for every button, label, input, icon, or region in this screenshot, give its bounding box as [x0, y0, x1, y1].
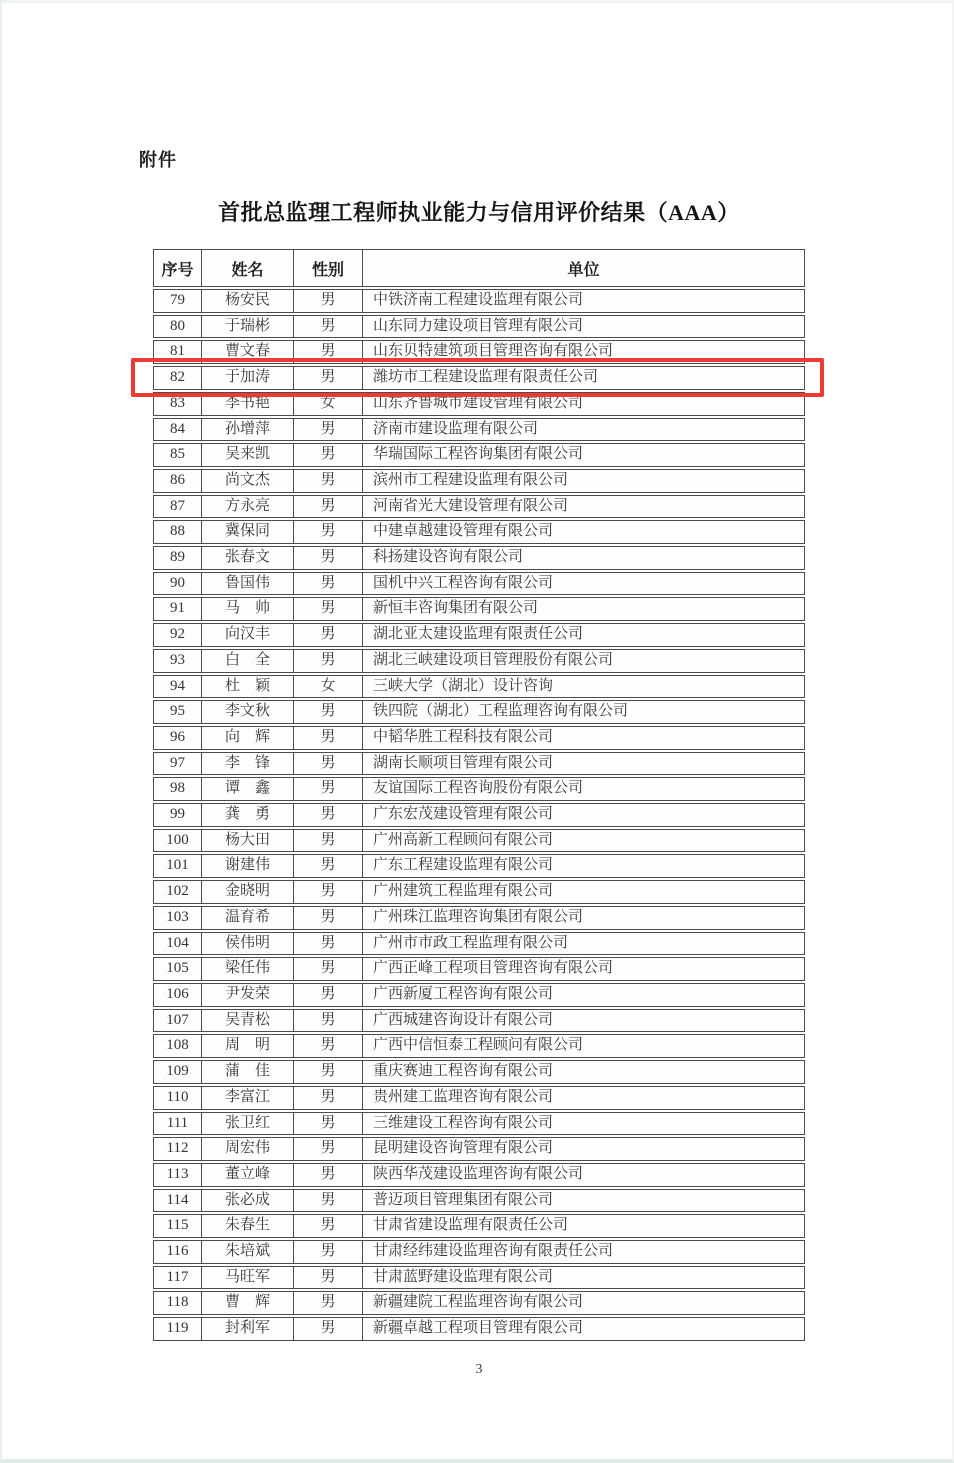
- name-cell: 杨大田: [202, 829, 294, 853]
- company-cell: 甘肃蓝野建设监理有限公司: [363, 1266, 805, 1290]
- company-cell: 湖南长顺项目管理有限公司: [363, 752, 805, 776]
- name-cell: 曹文春: [202, 340, 294, 364]
- serial-number-cell: 98: [153, 777, 202, 801]
- serial-number-cell: 112: [153, 1137, 202, 1161]
- serial-number-cell: 114: [153, 1189, 202, 1213]
- serial-number-cell: 115: [153, 1214, 202, 1238]
- gender-cell: 男: [294, 443, 363, 467]
- gender-cell: 男: [294, 1137, 363, 1161]
- name-cell: 张春文: [202, 546, 294, 570]
- name-cell: 向汉丰: [202, 623, 294, 647]
- header-serial-number: 序号: [153, 249, 202, 287]
- gender-cell: 男: [294, 546, 363, 570]
- gender-cell: 男: [294, 700, 363, 724]
- table-row: [153, 1189, 805, 1213]
- table-row: [153, 700, 805, 724]
- serial-number-cell: 96: [153, 726, 202, 750]
- gender-cell: 男: [294, 1009, 363, 1033]
- gender-cell: 男: [294, 957, 363, 981]
- company-cell: 中铁济南工程建设监理有限公司: [363, 289, 805, 313]
- serial-number-cell: 92: [153, 623, 202, 647]
- serial-number-cell: 101: [153, 854, 202, 878]
- name-cell: 朱培斌: [202, 1240, 294, 1264]
- company-cell: 广西中信恒泰工程顾问有限公司: [363, 1034, 805, 1058]
- company-cell: 湖北三峡建设项目管理股份有限公司: [363, 649, 805, 673]
- name-cell: 杨安民: [202, 289, 294, 313]
- company-cell: 广东宏茂建设管理有限公司: [363, 803, 805, 827]
- name-cell: 张卫红: [202, 1112, 294, 1136]
- header-gender: 性别: [294, 249, 363, 287]
- table-row: [153, 983, 805, 1007]
- table-row: [153, 1060, 805, 1084]
- name-cell: 谭 鑫: [202, 777, 294, 801]
- name-cell: 周 明: [202, 1034, 294, 1058]
- table-row: [153, 829, 805, 853]
- table-row: [153, 443, 805, 467]
- gender-cell: 男: [294, 469, 363, 493]
- company-cell: 甘肃经纬建设监理咨询有限责任公司: [363, 1240, 805, 1264]
- company-cell: 新疆建院工程监理咨询有限公司: [363, 1291, 805, 1315]
- company-cell: 广西新厦工程咨询有限公司: [363, 983, 805, 1007]
- name-cell: 杜 颖: [202, 675, 294, 699]
- gender-cell: 男: [294, 340, 363, 364]
- gender-cell: 男: [294, 366, 363, 390]
- table-row: [153, 1317, 805, 1341]
- table-row: [153, 546, 805, 570]
- serial-number-cell: 81: [153, 340, 202, 364]
- gender-cell: 男: [294, 1240, 363, 1264]
- company-cell: 铁四院（湖北）工程监理咨询有限公司: [363, 700, 805, 724]
- table-row: [153, 649, 805, 673]
- gender-cell: 男: [294, 777, 363, 801]
- gender-cell: 男: [294, 932, 363, 956]
- name-cell: 温育希: [202, 906, 294, 930]
- company-cell: 友谊国际工程咨询股份有限公司: [363, 777, 805, 801]
- name-cell: 马旺军: [202, 1266, 294, 1290]
- table-row: [153, 957, 805, 981]
- table-row: [153, 1112, 805, 1136]
- table-row: [153, 495, 805, 519]
- name-cell: 李富江: [202, 1086, 294, 1110]
- gender-cell: 女: [294, 392, 363, 416]
- serial-number-cell: 87: [153, 495, 202, 519]
- gender-cell: 男: [294, 418, 363, 442]
- name-cell: 尚文杰: [202, 469, 294, 493]
- serial-number-cell: 103: [153, 906, 202, 930]
- table-row: [153, 726, 805, 750]
- gender-cell: 男: [294, 1163, 363, 1187]
- company-cell: 科扬建设咨询有限公司: [363, 546, 805, 570]
- table-row: [153, 906, 805, 930]
- gender-cell: 男: [294, 1060, 363, 1084]
- company-cell: 甘肃省建设监理有限责任公司: [363, 1214, 805, 1238]
- name-cell: 马 帅: [202, 597, 294, 621]
- name-cell: 李 锋: [202, 752, 294, 776]
- table-row: [153, 1137, 805, 1161]
- gender-cell: 男: [294, 1112, 363, 1136]
- name-cell: 于瑞彬: [202, 315, 294, 339]
- company-cell: 中韬华胜工程科技有限公司: [363, 726, 805, 750]
- serial-number-cell: 110: [153, 1086, 202, 1110]
- gender-cell: 男: [294, 726, 363, 750]
- company-cell: 国机中兴工程咨询有限公司: [363, 572, 805, 596]
- table-row: [153, 469, 805, 493]
- company-cell: 新疆卓越工程项目管理有限公司: [363, 1317, 805, 1341]
- serial-number-cell: 107: [153, 1009, 202, 1033]
- name-cell: 鲁国伟: [202, 572, 294, 596]
- table-row: [153, 752, 805, 776]
- serial-number-cell: 93: [153, 649, 202, 673]
- table-row: [153, 418, 805, 442]
- gender-cell: 男: [294, 1291, 363, 1315]
- name-cell: 李文秋: [202, 700, 294, 724]
- name-cell: 向 辉: [202, 726, 294, 750]
- company-cell: 新恒丰咨询集团有限公司: [363, 597, 805, 621]
- table-header-row: [153, 249, 805, 287]
- table-row: [153, 777, 805, 801]
- company-cell: 广东工程建设监理有限公司: [363, 854, 805, 878]
- gender-cell: 男: [294, 597, 363, 621]
- serial-number-cell: 99: [153, 803, 202, 827]
- document-title: 首批总监理工程师执业能力与信用评价结果（AAA）: [218, 200, 740, 225]
- serial-number-cell: 117: [153, 1266, 202, 1290]
- table-row: [153, 1266, 805, 1290]
- table-row: [153, 932, 805, 956]
- gender-cell: 男: [294, 1317, 363, 1341]
- table-row: [153, 1163, 805, 1187]
- page-number: 3: [475, 1362, 483, 1377]
- name-cell: 李书艳: [202, 392, 294, 416]
- attachment-label: 附件: [139, 150, 177, 170]
- company-cell: 湖北亚太建设监理有限责任公司: [363, 623, 805, 647]
- company-cell: 三维建设工程咨询有限公司: [363, 1112, 805, 1136]
- table-row: [153, 675, 805, 699]
- serial-number-cell: 84: [153, 418, 202, 442]
- name-cell: 孙增萍: [202, 418, 294, 442]
- serial-number-cell: 86: [153, 469, 202, 493]
- table-row: [153, 1291, 805, 1315]
- name-cell: 蒲 佳: [202, 1060, 294, 1084]
- gender-cell: 女: [294, 675, 363, 699]
- gender-cell: 男: [294, 906, 363, 930]
- company-cell: 中建卓越建设管理有限公司: [363, 520, 805, 544]
- serial-number-cell: 118: [153, 1291, 202, 1315]
- name-cell: 尹发荣: [202, 983, 294, 1007]
- company-cell: 三峡大学（湖北）设计咨询: [363, 675, 805, 699]
- gender-cell: 男: [294, 649, 363, 673]
- company-cell: 广州市市政工程监理有限公司: [363, 932, 805, 956]
- table-row: [153, 623, 805, 647]
- serial-number-cell: 95: [153, 700, 202, 724]
- serial-number-cell: 85: [153, 443, 202, 467]
- gender-cell: 男: [294, 315, 363, 339]
- company-cell: 滨州市工程建设监理有限公司: [363, 469, 805, 493]
- company-cell: 广西正峰工程项目管理咨询有限公司: [363, 957, 805, 981]
- table-row: [153, 854, 805, 878]
- name-cell: 龚 勇: [202, 803, 294, 827]
- serial-number-cell: 89: [153, 546, 202, 570]
- gender-cell: 男: [294, 1189, 363, 1213]
- name-cell: 白 全: [202, 649, 294, 673]
- serial-number-cell: 83: [153, 392, 202, 416]
- serial-number-cell: 88: [153, 520, 202, 544]
- gender-cell: 男: [294, 1034, 363, 1058]
- gender-cell: 男: [294, 983, 363, 1007]
- gender-cell: 男: [294, 289, 363, 313]
- gender-cell: 男: [294, 752, 363, 776]
- name-cell: 谢建伟: [202, 854, 294, 878]
- name-cell: 封利军: [202, 1317, 294, 1341]
- table-row: [153, 1214, 805, 1238]
- name-cell: 于加涛: [202, 366, 294, 390]
- company-cell: 广西城建咨询设计有限公司: [363, 1009, 805, 1033]
- table-row: [153, 520, 805, 544]
- company-cell: 华瑞国际工程咨询集团有限公司: [363, 443, 805, 467]
- name-cell: 吴来凯: [202, 443, 294, 467]
- serial-number-cell: 80: [153, 315, 202, 339]
- serial-number-cell: 91: [153, 597, 202, 621]
- name-cell: 梁任伟: [202, 957, 294, 981]
- serial-number-cell: 111: [153, 1112, 202, 1136]
- company-cell: 山东齐鲁城市建设管理有限公司: [363, 392, 805, 416]
- table-row: [153, 340, 805, 364]
- table-body: [153, 289, 805, 1341]
- gender-cell: 男: [294, 829, 363, 853]
- company-cell: 陕西华茂建设监理咨询有限公司: [363, 1163, 805, 1187]
- serial-number-cell: 94: [153, 675, 202, 699]
- gender-cell: 男: [294, 1214, 363, 1238]
- name-cell: 金晓明: [202, 880, 294, 904]
- name-cell: 方永亮: [202, 495, 294, 519]
- gender-cell: 男: [294, 1086, 363, 1110]
- gender-cell: 男: [294, 854, 363, 878]
- name-cell: 吴青松: [202, 1009, 294, 1033]
- company-cell: 广州珠江监理咨询集团有限公司: [363, 906, 805, 930]
- table-row: [153, 315, 805, 339]
- name-cell: 冀保同: [202, 520, 294, 544]
- company-cell: 广州建筑工程监理有限公司: [363, 880, 805, 904]
- table-row: [153, 803, 805, 827]
- table-row: [153, 289, 805, 313]
- name-cell: 董立峰: [202, 1163, 294, 1187]
- table-row: [153, 880, 805, 904]
- company-cell: 潍坊市工程建设监理有限责任公司: [363, 366, 805, 390]
- gender-cell: 男: [294, 623, 363, 647]
- name-cell: 朱春生: [202, 1214, 294, 1238]
- table-row: [153, 366, 805, 390]
- table-row: [153, 572, 805, 596]
- table-row: [153, 1009, 805, 1033]
- serial-number-cell: 108: [153, 1034, 202, 1058]
- company-cell: 济南市建设监理有限公司: [363, 418, 805, 442]
- company-cell: 昆明建设咨询管理有限公司: [363, 1137, 805, 1161]
- rating-result-table: [153, 247, 805, 1343]
- table-row: [153, 1034, 805, 1058]
- gender-cell: 男: [294, 1266, 363, 1290]
- company-cell: 贵州建工监理咨询有限公司: [363, 1086, 805, 1110]
- serial-number-cell: 109: [153, 1060, 202, 1084]
- company-cell: 河南省光大建设管理有限公司: [363, 495, 805, 519]
- serial-number-cell: 97: [153, 752, 202, 776]
- table-row: [153, 392, 805, 416]
- name-cell: 侯伟明: [202, 932, 294, 956]
- gender-cell: 男: [294, 495, 363, 519]
- table-row: [153, 1240, 805, 1264]
- serial-number-cell: 102: [153, 880, 202, 904]
- serial-number-cell: 106: [153, 983, 202, 1007]
- company-cell: 广州高新工程顾问有限公司: [363, 829, 805, 853]
- gender-cell: 男: [294, 572, 363, 596]
- serial-number-cell: 90: [153, 572, 202, 596]
- serial-number-cell: 104: [153, 932, 202, 956]
- serial-number-cell: 100: [153, 829, 202, 853]
- name-cell: 曹 辉: [202, 1291, 294, 1315]
- serial-number-cell: 119: [153, 1317, 202, 1341]
- serial-number-cell: 116: [153, 1240, 202, 1264]
- gender-cell: 男: [294, 880, 363, 904]
- table-row: [153, 597, 805, 621]
- serial-number-cell: 79: [153, 289, 202, 313]
- serial-number-cell: 82: [153, 366, 202, 390]
- name-cell: 周宏伟: [202, 1137, 294, 1161]
- gender-cell: 男: [294, 803, 363, 827]
- company-cell: 山东同力建设项目管理有限公司: [363, 315, 805, 339]
- company-cell: 重庆赛迪工程咨询有限公司: [363, 1060, 805, 1084]
- serial-number-cell: 113: [153, 1163, 202, 1187]
- gender-cell: 男: [294, 520, 363, 544]
- company-cell: 山东贝特建筑项目管理咨询有限公司: [363, 340, 805, 364]
- serial-number-cell: 105: [153, 957, 202, 981]
- header-name: 姓名: [202, 249, 294, 287]
- company-cell: 普迈项目管理集团有限公司: [363, 1189, 805, 1213]
- name-cell: 张必成: [202, 1189, 294, 1213]
- header-organization: 单位: [363, 249, 805, 287]
- table-row: [153, 1086, 805, 1110]
